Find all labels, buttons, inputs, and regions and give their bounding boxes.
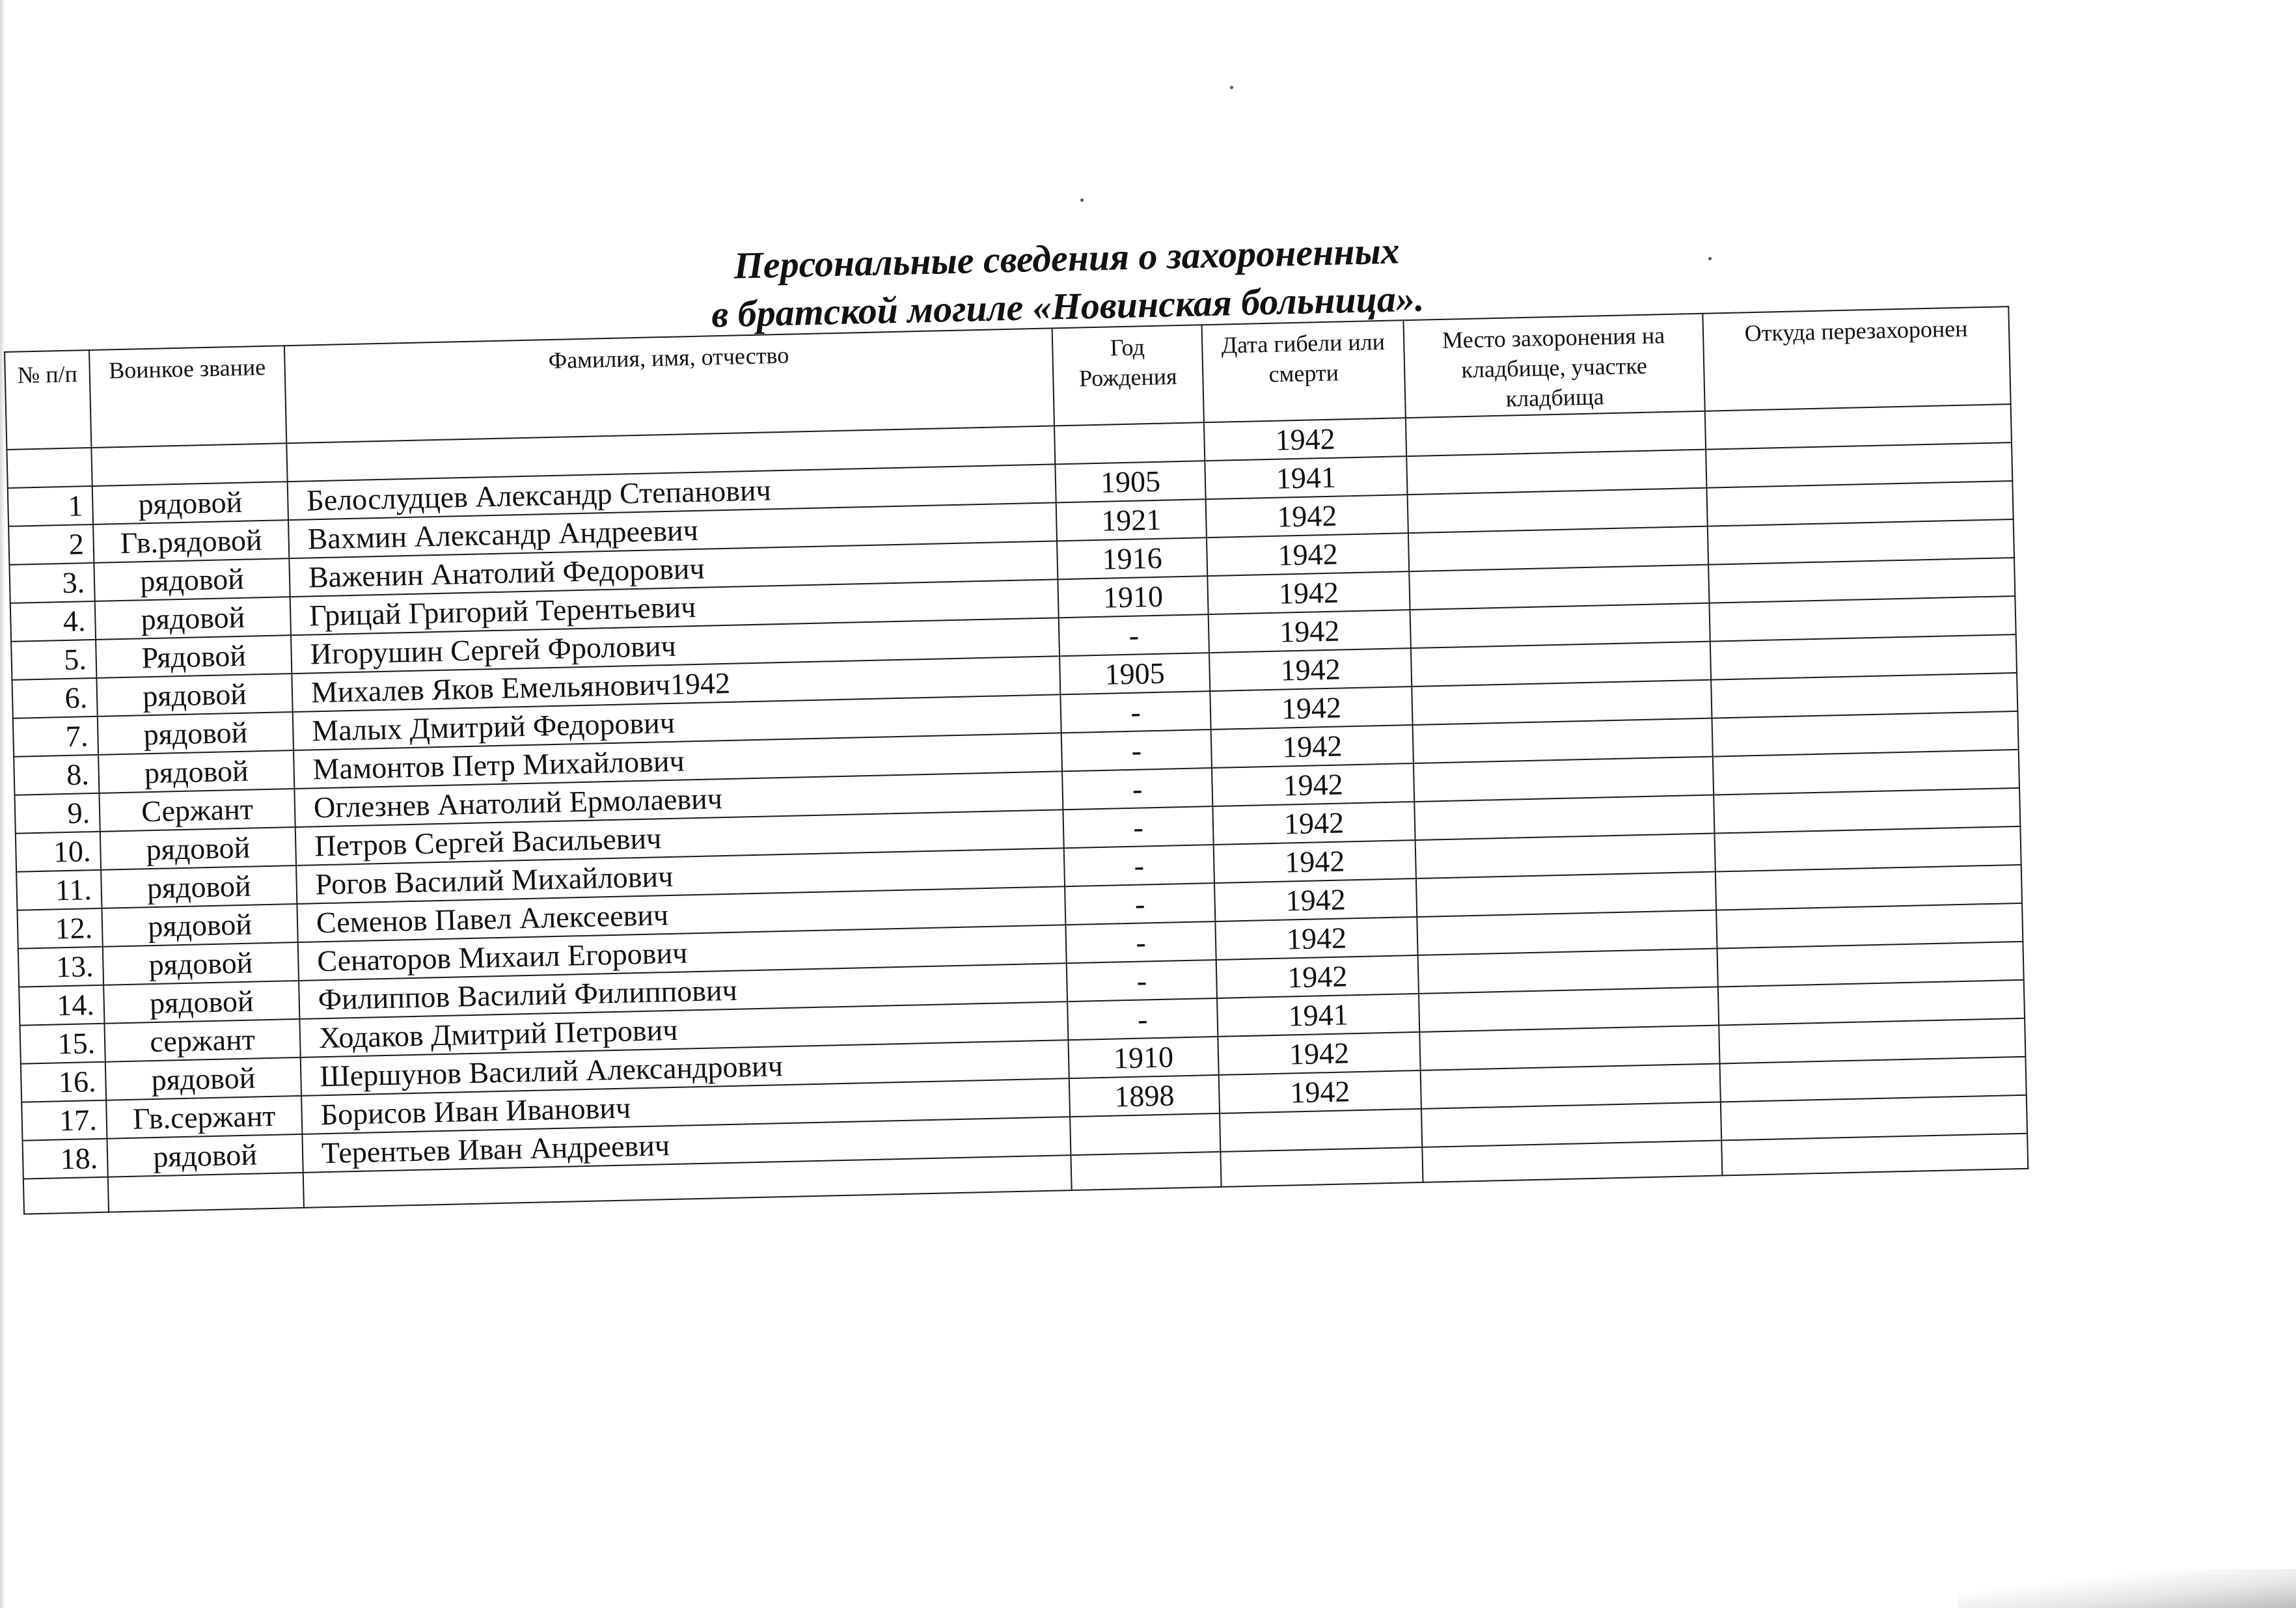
header-num: № п/п	[5, 350, 91, 450]
cell-rank: рядовой	[95, 597, 291, 640]
burial-table	[4, 306, 2029, 1215]
cell-name: Мамонтов Петр Михайлович	[294, 733, 1062, 789]
cell-burial-place	[1413, 718, 1713, 763]
cell-reburied-from	[1719, 1018, 2025, 1064]
cell-burial-place	[1421, 1102, 1721, 1147]
cell-reburied-from	[1718, 980, 2025, 1026]
cell-num: 14.	[19, 985, 104, 1026]
cell-name: Сенаторов Михаил Егорович	[298, 925, 1067, 981]
cell-birth: 1916	[1057, 538, 1207, 579]
cell-name: Грицай Григорий Терентьевич	[290, 579, 1059, 635]
cell-num: 9.	[14, 793, 100, 834]
cell-death: 1942	[1211, 725, 1414, 768]
cell-reburied-from	[1706, 443, 2012, 488]
cell-birth: -	[1065, 921, 1216, 963]
cell-rank: рядовой	[100, 827, 296, 870]
cell-reburied-from	[1705, 404, 2012, 450]
scan-shadow	[1958, 1569, 2296, 1608]
cell-num: 17.	[21, 1100, 107, 1141]
cell-birth: 1905	[1055, 461, 1205, 502]
cell-name: Борисов Иван Иванович	[301, 1078, 1070, 1134]
cell-burial-place	[1415, 834, 1715, 879]
cell-birth: -	[1062, 768, 1212, 810]
cell-birth: 1898	[1069, 1075, 1220, 1117]
cell-num: 13.	[18, 947, 103, 987]
cell-num: 15.	[20, 1024, 105, 1064]
cell-death: 1942	[1215, 917, 1417, 960]
cell-birth: -	[1064, 845, 1214, 886]
cell-burial-place	[1406, 411, 1706, 456]
cell-name: Терентьев Иван Андреевич	[302, 1117, 1071, 1173]
cell-reburied-from	[1712, 711, 2018, 757]
cell-num: 8.	[14, 755, 99, 795]
cell-num: 3.	[9, 563, 94, 603]
cell-birth: 1905	[1059, 653, 1210, 694]
cell-death: 1941	[1205, 456, 1407, 499]
cell-reburied-from	[1710, 634, 2017, 680]
cell-death: 1942	[1219, 1070, 1421, 1113]
cell-burial-place	[1414, 795, 1714, 840]
cell-birth: -	[1060, 691, 1210, 733]
cell-birth: -	[1067, 998, 1218, 1040]
cell-num: 18.	[23, 1139, 108, 1179]
cell-death: 1942	[1204, 418, 1406, 461]
empty-cell	[23, 1177, 109, 1214]
cell-rank: рядовой	[98, 750, 294, 793]
cell-rank: рядовой	[92, 482, 288, 525]
header-burial-place: Место захоронения на кладбище, участке кладбища	[1403, 314, 1704, 418]
empty-cell	[1071, 1152, 1221, 1190]
cell-name: Оглезнев Анатолий Ермолаевич	[294, 771, 1063, 827]
cell-birth: 1910	[1058, 576, 1208, 618]
cell-reburied-from	[1717, 942, 2023, 987]
title-line-2: в братской могиле «Новинская больница».	[711, 277, 1425, 336]
empty-cell	[108, 1173, 304, 1212]
cell-birth: -	[1059, 614, 1209, 656]
cell-burial-place	[1419, 987, 1719, 1031]
cell-name: Игорушин Сергей Фролович	[291, 618, 1059, 674]
cell-name: Вахмин Александр Андреевич	[288, 502, 1057, 558]
empty-cell	[1422, 1140, 1722, 1182]
cell-reburied-from	[1720, 1057, 2027, 1102]
cell-death: 1942	[1216, 955, 1419, 998]
cell-birth: -	[1063, 806, 1213, 848]
cell-reburied-from	[1721, 1095, 2027, 1141]
cell-name: Важенин Анатолий Федорович	[289, 541, 1058, 597]
scan-speck	[1230, 86, 1233, 89]
cell-name: Белослудцев Александр Степанович	[288, 464, 1056, 520]
cell-burial-place	[1411, 642, 1711, 687]
cell-death	[1220, 1109, 1422, 1152]
cell-birth	[1054, 422, 1205, 464]
cell-reburied-from	[1711, 673, 2017, 718]
cell-rank: Гв.сержант	[106, 1096, 302, 1139]
cell-death: 1942	[1210, 687, 1412, 729]
cell-burial-place	[1409, 565, 1709, 610]
empty-cell	[1220, 1147, 1423, 1187]
cell-death: 1942	[1212, 802, 1415, 845]
cell-name: Филиппов Василий Филиппович	[299, 963, 1067, 1019]
cell-num: 10.	[16, 832, 101, 872]
cell-rank: рядовой	[107, 1134, 303, 1177]
cell-birth: -	[1067, 960, 1217, 1002]
scan-speck	[1708, 257, 1712, 260]
cell-death: 1941	[1217, 994, 1419, 1037]
cell-name: Петров Сергей Васильевич	[295, 810, 1064, 865]
empty-cell	[1721, 1134, 2028, 1176]
scan-edge	[0, 0, 5, 1608]
table-body	[7, 404, 2028, 1214]
cell-reburied-from	[1714, 826, 2021, 872]
cell-death: 1942	[1209, 648, 1412, 691]
cell-birth: 1921	[1056, 499, 1207, 541]
cell-name: Малых Дмитрий Федорович	[293, 694, 1061, 750]
cell-num: 2	[8, 525, 94, 565]
header-birth: Год Рождения	[1052, 325, 1204, 426]
cell-rank: рядовой	[103, 942, 299, 985]
cell-death: 1942	[1206, 495, 1408, 538]
burial-table-sheet	[4, 306, 2027, 1215]
cell-rank: рядовой	[98, 712, 294, 755]
cell-burial-place	[1414, 757, 1714, 802]
cell-name: Шершунов Василий Александрович	[301, 1040, 1069, 1096]
cell-burial-place	[1408, 526, 1708, 571]
scan-speck	[1080, 198, 1084, 202]
cell-death: 1942	[1209, 610, 1411, 653]
cell-rank: рядовой	[94, 558, 290, 601]
cell-reburied-from	[1708, 558, 2015, 603]
header-name: Фамилия, имя, отчество	[284, 328, 1054, 443]
cell-name: Михалев Яков Емельянович1942	[292, 656, 1060, 712]
cell-name: Рогов Василий Михайлович	[296, 848, 1065, 904]
cell-num: 5.	[11, 640, 96, 680]
cell-reburied-from	[1715, 865, 2022, 910]
cell-num: 12.	[17, 908, 102, 949]
cell-burial-place	[1406, 450, 1706, 495]
cell-rank: рядовой	[101, 865, 297, 908]
cell-death: 1942	[1214, 840, 1416, 883]
cell-name: Ходаков Дмитрий Петрович	[299, 1002, 1068, 1057]
cell-rank: рядовой	[105, 1057, 301, 1100]
cell-birth: -	[1061, 729, 1212, 771]
cell-rank: рядовой	[102, 904, 297, 947]
cell-birth: -	[1065, 883, 1215, 925]
cell-burial-place	[1412, 680, 1712, 725]
cell-rank: Гв.рядовой	[93, 520, 289, 563]
cell-num: 1	[8, 486, 93, 526]
cell-reburied-from	[1713, 750, 2019, 795]
cell-num	[7, 448, 92, 488]
header-reburied-from: Откуда перезахоронен	[1702, 307, 2010, 411]
header-death: Дата гибели или смерти	[1202, 320, 1406, 422]
cell-burial-place	[1408, 488, 1708, 533]
cell-reburied-from	[1716, 903, 2023, 949]
cell-num: 6.	[12, 678, 97, 718]
cell-name: Семенов Павел Алексеевич	[297, 886, 1065, 942]
cell-burial-place	[1417, 910, 1717, 955]
cell-rank	[91, 443, 287, 486]
cell-birth	[1070, 1113, 1220, 1155]
cell-death: 1942	[1214, 879, 1417, 921]
cell-rank: рядовой	[96, 674, 292, 716]
cell-reburied-from	[1708, 519, 2014, 565]
cell-rank: Рядовой	[96, 635, 292, 678]
cell-burial-place	[1416, 872, 1716, 917]
cell-death: 1942	[1207, 533, 1409, 576]
cell-burial-place	[1418, 949, 1718, 994]
cell-num: 16.	[21, 1062, 106, 1102]
header-rank: Воинкое звание	[89, 346, 286, 448]
cell-burial-place	[1421, 1063, 1721, 1108]
cell-birth: 1910	[1068, 1037, 1218, 1078]
cell-death: 1942	[1218, 1032, 1420, 1075]
cell-num: 7.	[13, 716, 98, 757]
cell-reburied-from	[1709, 596, 2016, 642]
title-line-1: Персональные сведения о захороненных	[733, 229, 1401, 287]
cell-num: 4.	[10, 601, 96, 642]
cell-burial-place	[1410, 603, 1710, 648]
cell-rank: сержант	[104, 1019, 300, 1062]
cell-burial-place	[1419, 1025, 1719, 1070]
cell-death: 1942	[1207, 571, 1410, 614]
cell-reburied-from	[1706, 481, 2013, 526]
cell-reburied-from	[1714, 788, 2020, 834]
cell-rank: рядовой	[103, 981, 299, 1024]
cell-rank: Сержант	[99, 789, 295, 832]
cell-death: 1942	[1212, 763, 1414, 806]
cell-num: 11.	[16, 870, 102, 910]
